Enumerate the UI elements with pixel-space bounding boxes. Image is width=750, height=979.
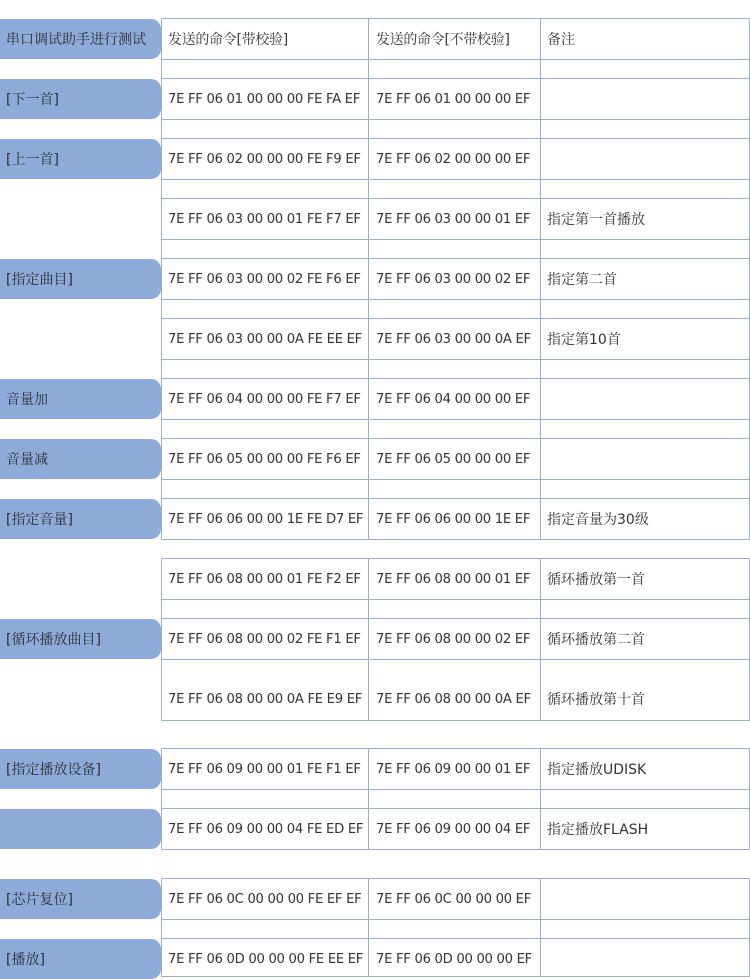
command-button[interactable]: [上一首] xyxy=(0,139,161,179)
command-button[interactable]: [指定音量] xyxy=(0,499,161,539)
command-button[interactable] xyxy=(0,809,161,849)
cmd-remark: 循环播放第一首 xyxy=(547,572,645,588)
cmd-without-checksum: 7E FF 06 03 00 00 01 EF xyxy=(376,211,531,227)
cmd-with-checksum: 7E FF 06 08 00 00 01 FE F2 EF xyxy=(168,571,361,587)
cmd-without-checksum: 7E FF 06 03 00 00 0A EF xyxy=(376,331,531,347)
command-button[interactable]: 音量减 xyxy=(0,439,161,479)
cmd-remark: 循环播放第二首 xyxy=(547,632,645,648)
cmd-without-checksum: 7E FF 06 09 00 00 04 EF xyxy=(376,821,531,837)
cmd-without-checksum: 7E FF 06 04 00 00 00 EF xyxy=(376,391,531,407)
cmd-remark: 循环播放第十首 xyxy=(547,692,645,708)
header-with-checksum: 发送的命令[带校验] xyxy=(168,32,288,48)
cmd-remark xyxy=(541,439,749,479)
command-button[interactable]: [下一首] xyxy=(0,79,161,119)
cmd-with-checksum: 7E FF 06 03 00 00 01 FE F7 EF xyxy=(168,211,361,227)
cmd-with-checksum: 7E FF 06 06 00 00 1E FE D7 EF xyxy=(168,511,364,527)
cmd-with-checksum: 7E FF 06 08 00 00 02 FE F1 EF xyxy=(168,631,361,647)
command-button[interactable]: [芯片复位] xyxy=(0,879,161,919)
cmd-remark: 指定第10首 xyxy=(547,332,621,348)
command-button[interactable]: [指定曲目] xyxy=(0,259,161,299)
command-button[interactable]: 音量加 xyxy=(0,379,161,419)
tool-header-button[interactable]: 串口调试助手进行测试 xyxy=(0,19,161,59)
cmd-remark xyxy=(541,79,749,119)
cmd-with-checksum: 7E FF 06 09 00 00 04 FE ED EF xyxy=(168,821,364,837)
command-button[interactable]: [播放] xyxy=(0,939,161,979)
header-remark: 备注 xyxy=(547,32,575,48)
cmd-remark xyxy=(541,879,749,919)
cmd-remark: 指定第二首 xyxy=(547,272,617,288)
cmd-with-checksum: 7E FF 06 03 00 00 0A FE EE EF xyxy=(168,331,362,347)
cmd-with-checksum: 7E FF 06 0C 00 00 00 FE EF EF xyxy=(168,891,362,907)
cmd-without-checksum: 7E FF 06 02 00 00 00 EF xyxy=(376,151,531,167)
cmd-without-checksum: 7E FF 06 03 00 00 02 EF xyxy=(376,271,531,287)
cmd-without-checksum: 7E FF 06 08 00 00 0A EF xyxy=(376,691,531,707)
cmd-with-checksum: 7E FF 06 02 00 00 00 FE F9 EF xyxy=(168,151,361,167)
cmd-with-checksum: 7E FF 06 03 00 00 02 FE F6 EF xyxy=(168,271,361,287)
cmd-with-checksum: 7E FF 06 09 00 00 01 FE F1 EF xyxy=(168,761,361,777)
cmd-without-checksum: 7E FF 06 05 00 00 00 EF xyxy=(376,451,531,467)
cmd-with-checksum: 7E FF 06 08 00 00 0A FE E9 EF xyxy=(168,691,363,707)
cmd-without-checksum: 7E FF 06 08 00 00 01 EF xyxy=(376,571,531,587)
cmd-with-checksum: 7E FF 06 04 00 00 00 FE F7 EF xyxy=(168,391,361,407)
cmd-remark: 指定第一首播放 xyxy=(547,212,645,228)
cmd-remark xyxy=(541,939,749,979)
cmd-remark: 指定播放FLASH xyxy=(547,822,649,838)
cmd-without-checksum: 7E FF 06 0D 00 00 00 EF xyxy=(376,951,532,967)
header-without-checksum: 发送的命令[不带校验] xyxy=(376,32,510,48)
cmd-without-checksum: 7E FF 06 09 00 00 01 EF xyxy=(376,761,531,777)
cmd-with-checksum: 7E FF 06 0D 00 00 00 FE EE EF xyxy=(168,951,364,967)
cmd-remark: 指定音量为30级 xyxy=(547,512,649,528)
cmd-without-checksum: 7E FF 06 0C 00 00 00 EF xyxy=(376,891,531,907)
cmd-with-checksum: 7E FF 06 05 00 00 00 FE F6 EF xyxy=(168,451,361,467)
cmd-remark: 指定播放UDISK xyxy=(547,762,647,778)
command-button[interactable]: [循环播放曲目] xyxy=(0,619,161,659)
cmd-without-checksum: 7E FF 06 06 00 00 1E EF xyxy=(376,511,531,527)
cmd-remark xyxy=(541,379,749,419)
cmd-remark xyxy=(541,139,749,179)
command-button[interactable]: [指定播放设备] xyxy=(0,749,161,789)
cmd-without-checksum: 7E FF 06 08 00 00 02 EF xyxy=(376,631,531,647)
cmd-without-checksum: 7E FF 06 01 00 00 00 EF xyxy=(376,91,531,107)
cmd-with-checksum: 7E FF 06 01 00 00 00 FE FA EF xyxy=(168,91,361,107)
